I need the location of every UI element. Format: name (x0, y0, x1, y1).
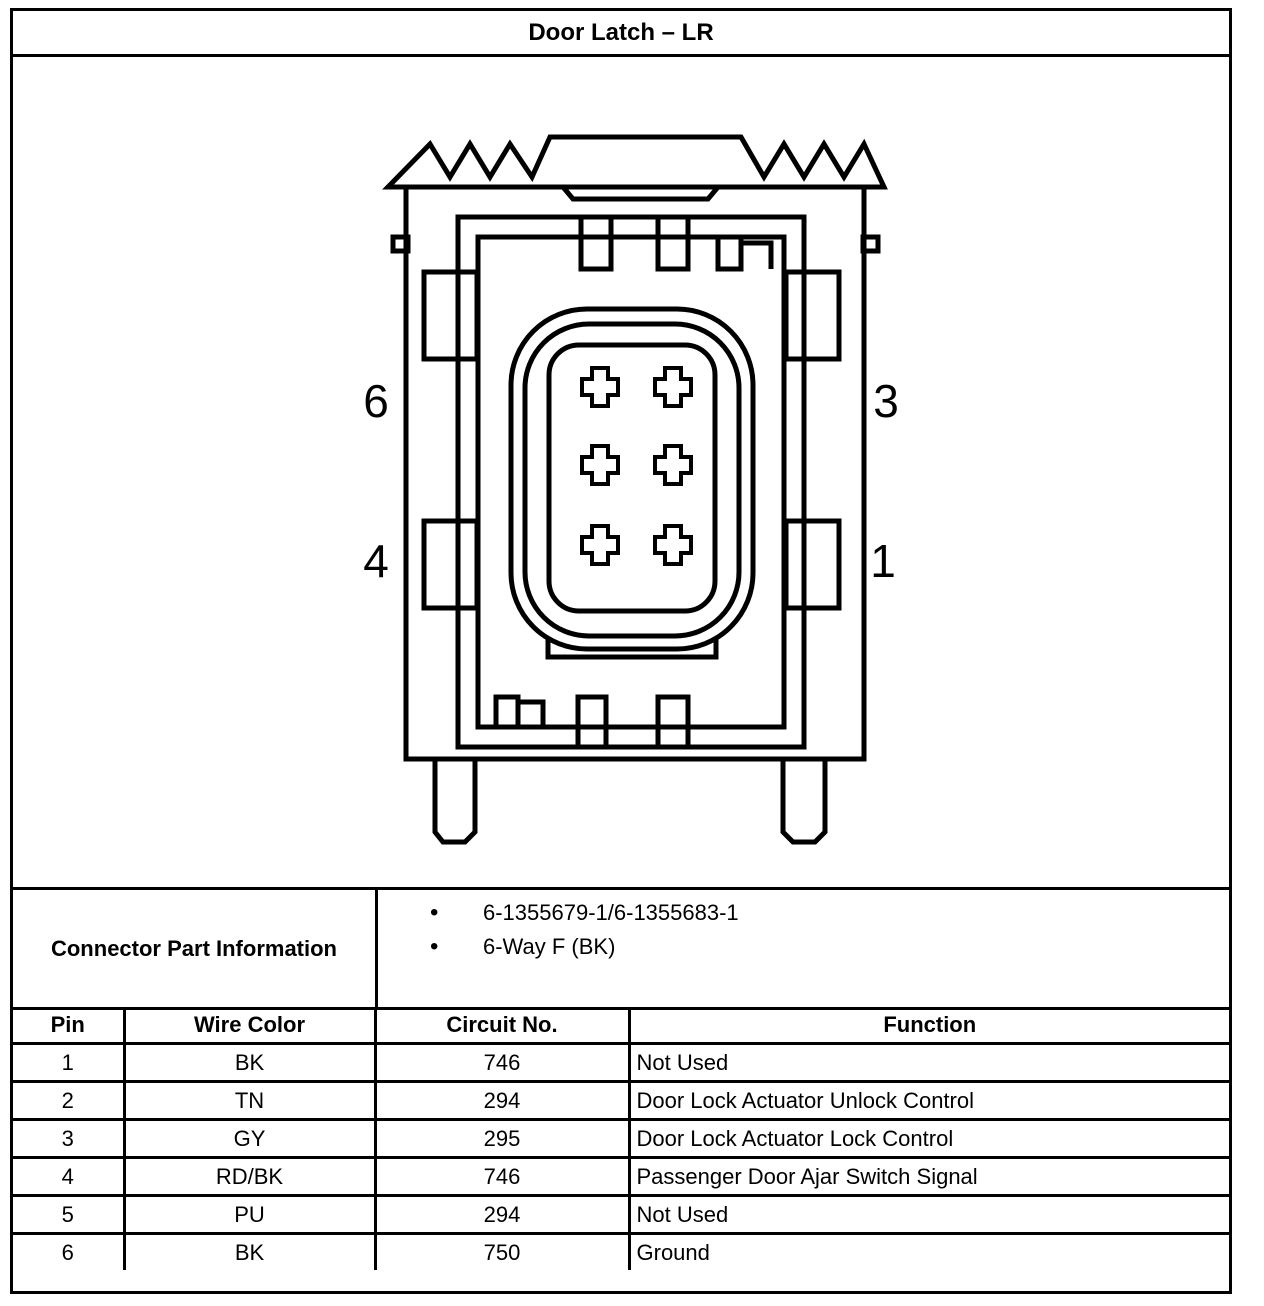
connector-sheet (10, 8, 1232, 1294)
terminal-cavity (655, 446, 691, 484)
cell-circuit-no: 750 (375, 1234, 629, 1271)
terminal-cavity (582, 446, 618, 484)
table-header-row (13, 1007, 1229, 1044)
left-mount-leg (435, 759, 475, 842)
terminal-cavity (582, 526, 618, 564)
latch-teeth (388, 137, 884, 187)
bottom-key-small (496, 697, 543, 727)
cell-circuit-no: 294 (375, 1196, 629, 1234)
right-ear (863, 237, 878, 251)
cell-pin: 5 (13, 1196, 124, 1234)
pin-label-3: 3 (873, 375, 899, 427)
pin-label-1: 1 (870, 535, 896, 587)
cell-wire-color: RD/BK (124, 1158, 375, 1196)
cell-function: Not Used (629, 1044, 1229, 1082)
cell-wire-color: GY (124, 1120, 375, 1158)
table-row (13, 1044, 1229, 1082)
cell-wire-color: TN (124, 1082, 375, 1120)
top-key-left (581, 217, 611, 269)
page-title: Door Latch – LR (13, 11, 1229, 57)
cell-circuit-no: 295 (375, 1120, 629, 1158)
cell-function: Not Used (629, 1196, 1229, 1234)
cell-circuit-no: 746 (375, 1158, 629, 1196)
cell-pin: 3 (13, 1120, 124, 1158)
top-key-small (718, 237, 771, 269)
header-wire-color: Wire Color (124, 1007, 375, 1044)
left-ear (393, 237, 408, 251)
side-tab-lower-left (424, 521, 477, 608)
right-mount-leg (783, 759, 825, 842)
table-row (13, 1082, 1229, 1120)
cell-pin: 6 (13, 1234, 124, 1271)
cell-wire-color: PU (124, 1196, 375, 1234)
pinout-table (13, 1007, 1229, 1270)
terminal-cavity (582, 368, 618, 406)
connector-info-row (13, 887, 1229, 1010)
table-row (13, 1120, 1229, 1158)
connector-part-number: • 6-1355679-1/6-1355683-1 (378, 896, 739, 930)
header-pin: Pin (13, 1007, 124, 1044)
cell-circuit-no: 746 (375, 1044, 629, 1082)
bottom-key-right (658, 697, 688, 747)
side-tab-upper-left (424, 272, 477, 359)
cell-pin: 4 (13, 1158, 124, 1196)
cell-function: Door Lock Actuator Lock Control (629, 1120, 1229, 1158)
cell-circuit-no: 294 (375, 1082, 629, 1120)
seal-ring-middle (525, 324, 739, 636)
terminal-cavity (655, 368, 691, 406)
cell-function: Ground (629, 1234, 1229, 1271)
pin-label-4: 4 (363, 535, 389, 587)
bottom-key-left (578, 697, 606, 747)
side-tab-lower-right (786, 521, 839, 608)
connector-type: • 6-Way F (BK) (378, 930, 739, 964)
cell-wire-color: BK (124, 1044, 375, 1082)
cell-pin: 2 (13, 1082, 124, 1120)
header-function: Function (629, 1007, 1229, 1044)
connector-diagram (13, 57, 1229, 887)
top-key-right (658, 217, 688, 269)
connector-info-list (378, 896, 739, 964)
cell-wire-color: BK (124, 1234, 375, 1271)
table-row (13, 1158, 1229, 1196)
terminal-cavity (655, 526, 691, 564)
connector-face-drawing (13, 57, 1229, 887)
cell-function: Passenger Door Ajar Switch Signal (629, 1158, 1229, 1196)
table-row (13, 1196, 1229, 1234)
cell-pin: 1 (13, 1044, 124, 1082)
pin-label-6: 6 (363, 375, 389, 427)
side-tab-upper-right (786, 272, 839, 359)
connector-info-label: Connector Part Information (13, 890, 378, 1007)
header-circuit-no: Circuit No. (375, 1007, 629, 1044)
cell-function: Door Lock Actuator Unlock Control (629, 1082, 1229, 1120)
terminal-cavities (582, 368, 691, 564)
table-row (13, 1234, 1229, 1271)
